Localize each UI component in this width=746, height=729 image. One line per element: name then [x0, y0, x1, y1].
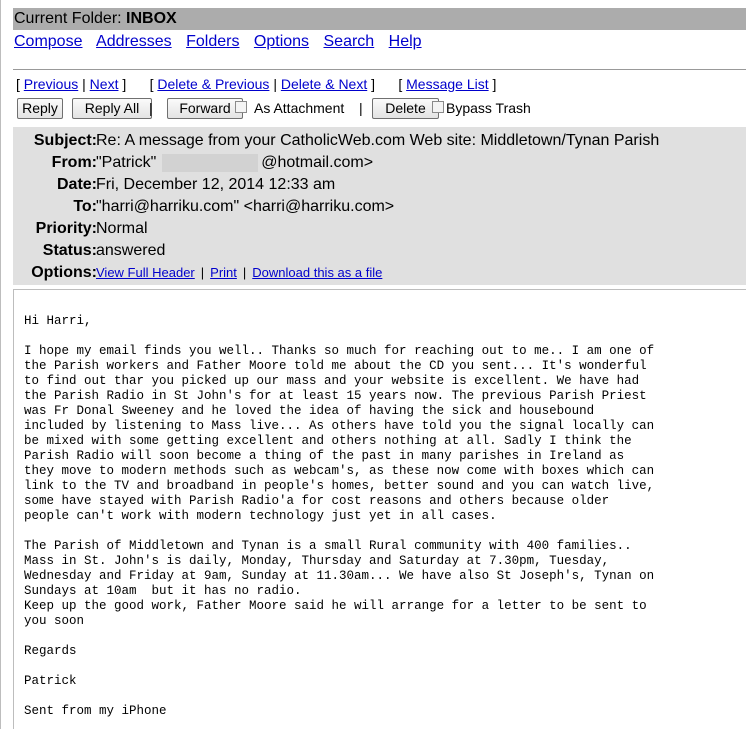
message-body-text: Hi Harri, I hope my email finds you well.. Thanks so much for reaching out to me.. I am one of the Parish workers and Father Moore told me about the CD you sent... It's wonderful to find out thar you picked up our mass and your website is excellent. We have had the Parish Radio in St John's for at least 15 years now. The previous Parish Priest was Fr Donal Sweeney and he loved the idea of having the sick and housebound included by listening to Mass live... As others have told you the signal locally can be mixed with some getting excellent and others nothing at all. Sadly I think the Parish Radio will soon become a thing of the past in many parishes in Ireland as they move to modern methods such as webcam's, as these now come with boxes which can link to the TV and broadband in people's homes, better sound and you can watch live, some have stayed with Parish Radio'a for cost reasons and others because older people can't work with modern technology just yet in all cases. The Parish of Middletown and Tynan is a small Rural community with 400 families.. Mass in St. John's is daily, Monday, Thursday and Saturday at 7.30pm, Tuesday, Wednesday and Friday at 9am, Sunday at 11.30am... We have also St Joseph's, Tynan on Sundays at 10am but it has no radio. Keep up the good work, Father Moore said he will arrange for a letter to be sent to you soon Regards Patrick Sent from my iPhone: [24, 314, 655, 718]
current-folder-label: Current Folder:: [14, 10, 122, 27]
delete-previous-link[interactable]: Delete & Previous: [157, 76, 270, 92]
to-value: "harri@harriku.com" <harri@harriku.com>: [96, 198, 395, 215]
previous-link[interactable]: Previous: [23, 76, 79, 92]
forward-button[interactable]: Forward: [167, 98, 243, 119]
date-label: Date:: [56, 176, 97, 193]
from-domain: @hotmail.com>: [261, 154, 374, 171]
as-attachment-checkbox[interactable]: [235, 101, 247, 113]
delete-button[interactable]: Delete: [372, 98, 439, 119]
priority-value: Normal: [96, 220, 148, 237]
print-link[interactable]: Print: [210, 265, 237, 280]
main-nav: [14, 30, 432, 54]
nav-addresses[interactable]: Addresses: [96, 33, 172, 50]
bypass-trash-label: Bypass Trash: [446, 100, 531, 116]
download-link[interactable]: Download this as a file: [252, 265, 383, 280]
priority-row: [13, 218, 746, 240]
to-label: To:: [73, 198, 97, 215]
nav-compose[interactable]: Compose: [14, 33, 83, 50]
priority-label: Priority:: [35, 220, 97, 237]
subject-value: Re: A message from your CatholicWeb.com Web site: Middletown/Tynan Parish: [96, 132, 660, 149]
divider: [13, 69, 746, 70]
delete-next-link[interactable]: Delete & Next: [280, 76, 368, 92]
from-name: "Patrick": [96, 154, 157, 171]
date-row: [13, 174, 746, 196]
subject-label: Subject:: [33, 132, 97, 149]
status-value: answered: [96, 242, 166, 259]
status-label: Status:: [42, 242, 97, 259]
options-row: Options: View Full Header | Print | Download this as a file: [13, 262, 746, 284]
from-row: [13, 152, 746, 174]
view-full-header-link[interactable]: View Full Header: [96, 265, 195, 280]
window-left-border: [0, 0, 1, 729]
as-attachment-label: As Attachment: [254, 100, 345, 116]
next-link[interactable]: Next: [89, 76, 119, 92]
nav-options[interactable]: Options: [253, 33, 310, 50]
subject-row: [13, 130, 746, 152]
from-label: From:: [51, 154, 97, 171]
reply-all-button[interactable]: Reply All: [72, 98, 152, 119]
message-body: [13, 289, 746, 729]
to-row: [13, 196, 746, 218]
bypass-trash-checkbox[interactable]: [432, 101, 444, 113]
current-folder-name: INBOX: [126, 10, 177, 27]
reply-button[interactable]: Reply: [17, 98, 63, 119]
message-nav: [ Previous | Next ] [ Delete & Previous | Delete & Next ] [ Message List ]: [16, 76, 497, 92]
status-row: [13, 240, 746, 262]
nav-help[interactable]: Help: [388, 33, 422, 50]
nav-folders[interactable]: Folders: [186, 33, 240, 50]
message-header: [13, 127, 746, 285]
current-folder-bar: [13, 8, 746, 30]
options-label: Options:: [31, 264, 97, 281]
date-value: Fri, December 12, 2014 12:33 am: [96, 176, 336, 193]
nav-search[interactable]: Search: [323, 33, 375, 50]
redacted-block: [162, 154, 258, 172]
message-list-link[interactable]: Message List: [406, 76, 489, 92]
